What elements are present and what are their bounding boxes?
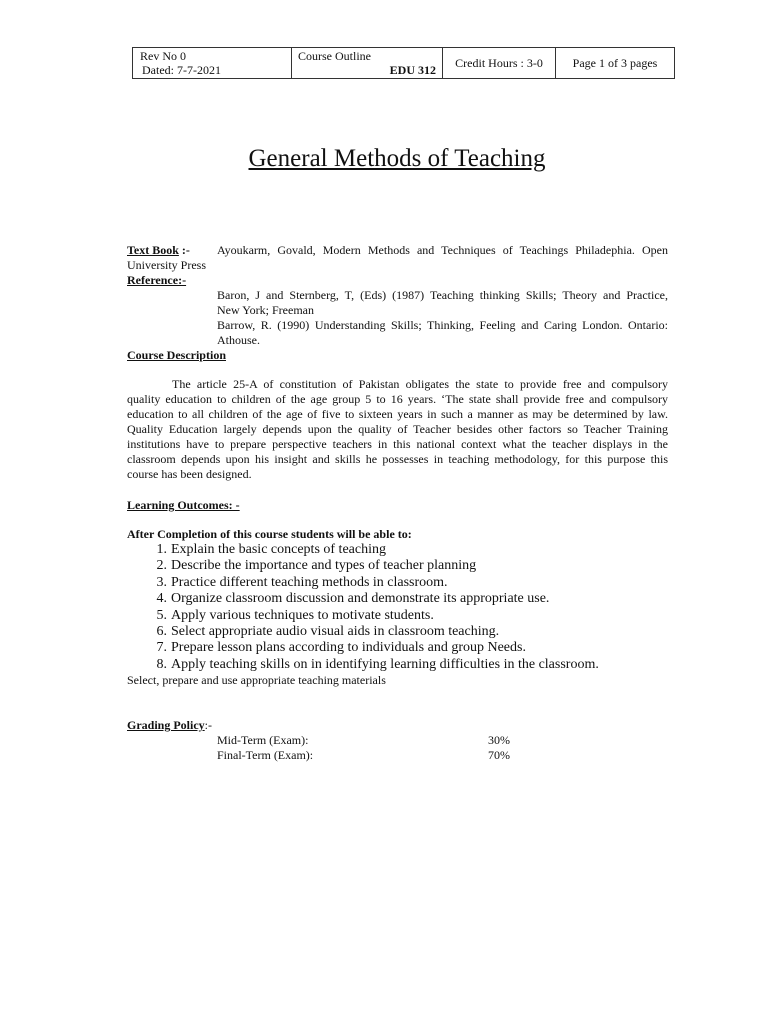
outcomes-trailing-note: Select, prepare and use appropriate teaching materials [127,673,386,687]
description-line: The article 25-A of constitution of Pakistan obligates the state to provide free and compulsory [172,377,668,391]
item-number: 7. [156,640,167,656]
outcomes-list [127,542,687,673]
date: Dated: 7-7-2021 [142,63,221,77]
list-item [127,558,687,574]
grading-row-name: Mid-Term (Exam): [217,733,309,747]
page-cell [556,48,674,78]
reference-1-line1: Baron, J and Sternberg, T, (Eds) (1987) Teaching thinking Skills; Theory and Practice, [217,288,668,302]
description-line: Quality Education largely depends upon the quality of Teacher besides other factors so Teacher Training [127,422,668,436]
reference-2-line1: Barrow, R. (1990) Understanding Skills; Thinking, Feeling and Caring London. Ontario: [217,318,668,332]
page-info: Page 1 of 3 pages [572,56,658,70]
reference-2-line2: Athouse. [217,333,260,347]
item-number: 8. [156,656,167,672]
item-number: 6. [156,623,167,639]
course-code: EDU 312 [389,63,436,77]
grading-policy-heading [127,718,212,733]
grading-policy-suffix: :- [204,718,213,732]
revision-cell [133,48,292,78]
list-item [127,640,687,656]
description-line: education to all children of the age of five to sixteen years in such a manner as may be determined by law. [127,407,668,421]
item-text: Practice different teaching methods in classroom. [171,574,448,590]
course-cell [292,48,443,78]
credit-cell [443,48,556,78]
description-line: course has been designed. [127,467,252,481]
text-book-suffix: :- [178,243,190,257]
item-text: Select appropriate audio visual aids in classroom teaching. [171,623,500,639]
item-text: Apply various techniques to motivate students. [171,607,434,623]
list-item [127,575,687,591]
course-description-heading: Course Description [127,348,226,362]
list-item [127,624,687,640]
description-line: quality education to children of the age group 5 to 16 years. ‘The state shall provide free and compulsory [127,392,668,406]
header-table [132,47,675,79]
item-text: Explain the basic concepts of teaching [171,542,386,557]
rev-number: Rev No 0 [140,49,186,63]
learning-outcomes-intro: After Completion of this course students will be able to: [127,527,412,541]
reference-label: Reference:- [127,273,187,287]
item-text: Describe the importance and types of teacher planning [171,558,477,574]
grading-policy-label: Grading Policy [127,718,205,732]
list-item [127,608,687,624]
page-title: General Methods of Teaching [248,145,546,172]
text-book-heading [127,243,190,258]
reference-1-line2: New York; Freeman [217,303,314,317]
text-book-line1: Ayoukarm, Govald, Modern Methods and Techniques of Teachings Philadephia. Open [217,243,668,257]
item-text: Apply teaching skills on in identifying learning difficulties in the classroom. [171,656,599,672]
list-item [127,591,687,607]
description-line: classroom depends upon his insight and skills he possesses in teaching methodology, for this purpose this [127,452,668,466]
item-text: Prepare lesson plans according to individuals and group Needs. [171,640,526,656]
item-number: 2. [156,558,167,574]
credit-hours: Credit Hours : 3-0 [455,56,543,70]
item-number: 5. [156,607,167,623]
item-number: 4. [156,591,167,607]
description-line: institutions have to prepare perspective teachers in this national context what the teacher displays in the [127,437,668,451]
course-description-body [127,377,668,482]
list-item [127,657,687,673]
item-number: 1. [156,542,167,557]
learning-outcomes-heading: Learning Outcomes: - [127,498,240,512]
list-item [127,542,687,558]
doc-type: Course Outline [298,49,371,63]
item-text: Organize classroom discussion and demonstrate its appropriate use. [171,591,550,607]
text-book-line2: University Press [127,258,206,272]
text-book-label: Text Book [127,243,179,257]
grading-row-value: 30% [488,733,510,747]
grading-row-name: Final-Term (Exam): [217,748,314,762]
item-number: 3. [156,574,167,590]
grading-row-value: 70% [488,748,510,762]
